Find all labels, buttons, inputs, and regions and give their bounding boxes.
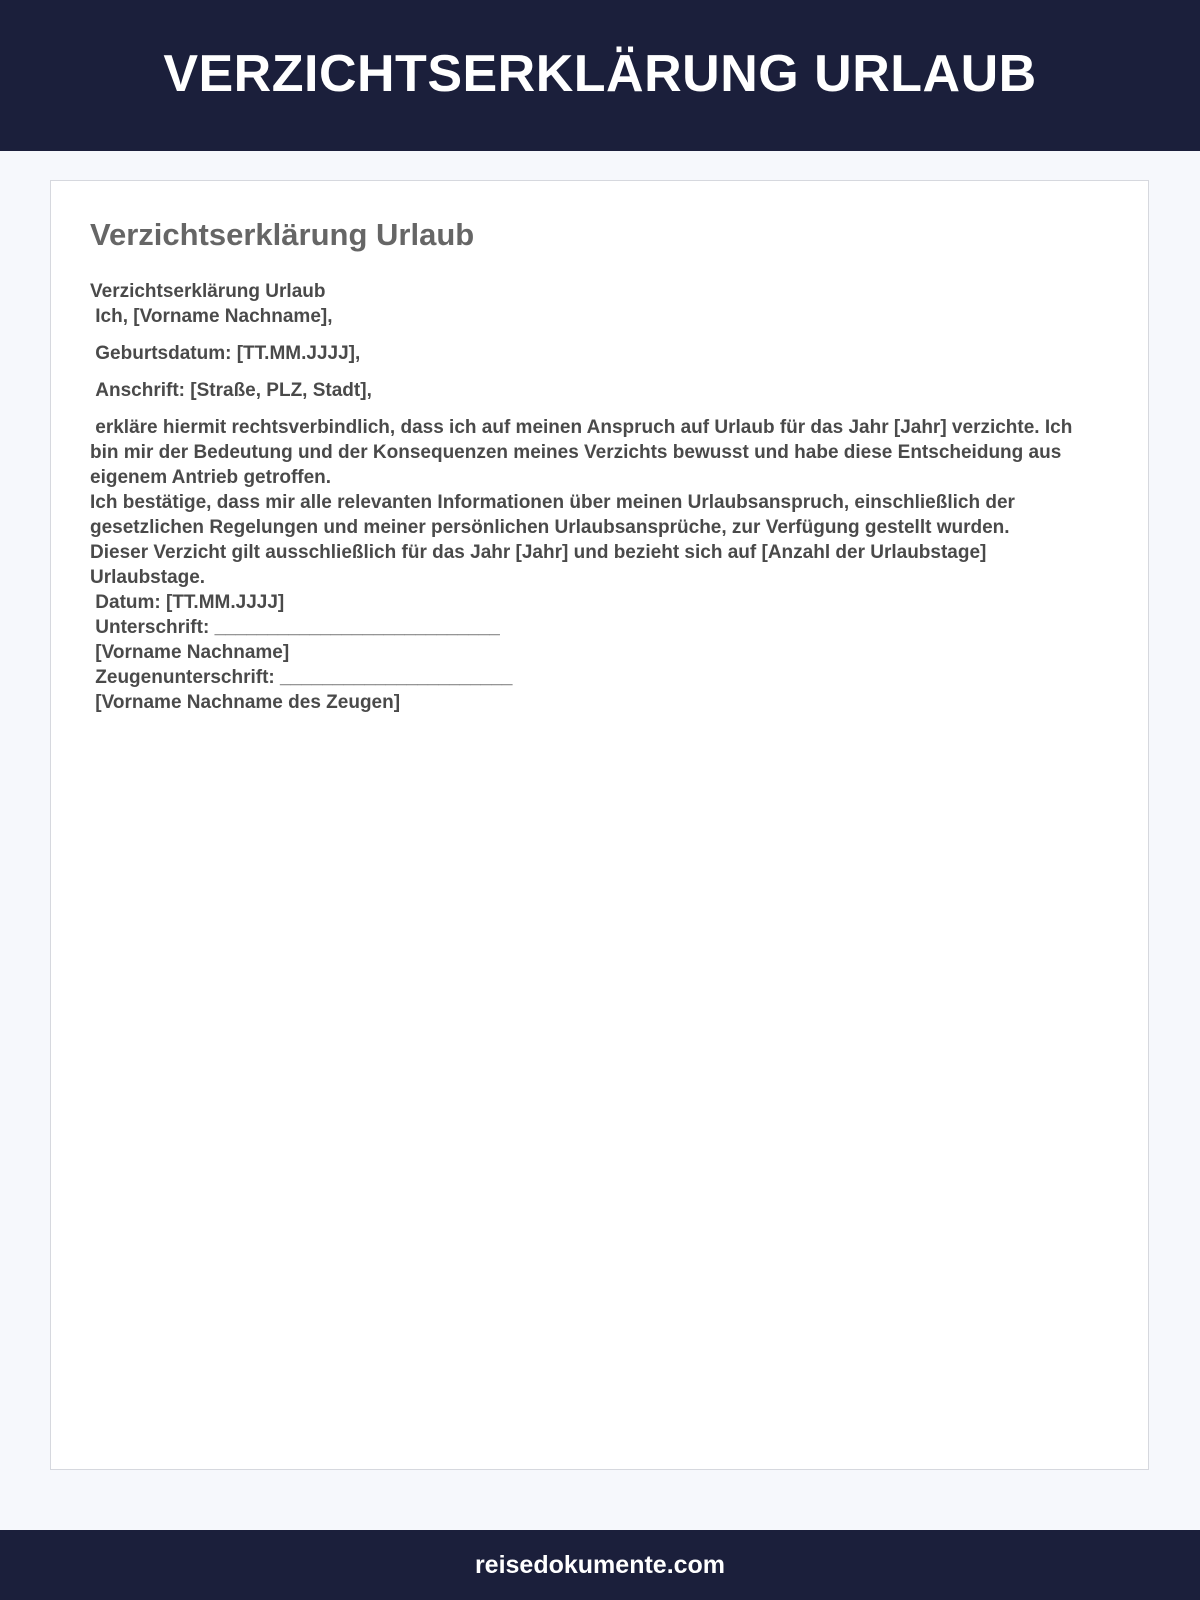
document-body: [90, 279, 1100, 715]
witness-signature-line: Zeugenunterschrift: ______________________: [90, 667, 513, 688]
confirmation-paragraph: Ich bestätige, dass mir alle relevanten Informationen über meinen Urlaubsanspruch, einschließlich der gesetzlichen Regelungen und meiner persönlichen Urlaubsansprüche, zur Verfügung gestellt wurden.: [90, 492, 1021, 538]
page-header: [0, 0, 1200, 151]
birthdate-line: Geburtsdatum: [TT.MM.JJJJ],: [90, 343, 361, 364]
document-heading: Verzichtserklärung Urlaub: [90, 217, 475, 252]
name-line: Ich, [Vorname Nachname],: [90, 306, 333, 327]
signer-name-line: [Vorname Nachname]: [90, 642, 290, 663]
witness-name-line: [Vorname Nachname des Zeugen]: [90, 692, 401, 713]
page-footer: [0, 1530, 1200, 1600]
document-subheading: Verzichtserklärung Urlaub: [90, 281, 326, 302]
page-title: VERZICHTSERKLÄRUNG URLAUB: [163, 44, 1037, 103]
signature-line: Unterschrift: ___________________________: [90, 617, 500, 638]
footer-site-name: reisedokumente.com: [474, 1550, 726, 1579]
scope-paragraph: Dieser Verzicht gilt ausschließlich für das Jahr [Jahr] und bezieht sich auf [Anzahl der Urlaubstage] Urlaubstage.: [90, 542, 992, 588]
address-line: Anschrift: [Straße, PLZ, Stadt],: [90, 380, 372, 401]
date-line: Datum: [TT.MM.JJJJ]: [90, 592, 285, 613]
document-card: [50, 180, 1149, 1470]
declaration-paragraph: erkläre hiermit rechtsverbindlich, dass ich auf meinen Anspruch auf Urlaub für das Jahr [Jahr] verzichte. Ich bin mir der Bedeutung und der Konsequenzen meines Verzichts bewusst und habe diese Entscheidung aus eigenem Antrieb getroffen.: [90, 417, 1078, 488]
